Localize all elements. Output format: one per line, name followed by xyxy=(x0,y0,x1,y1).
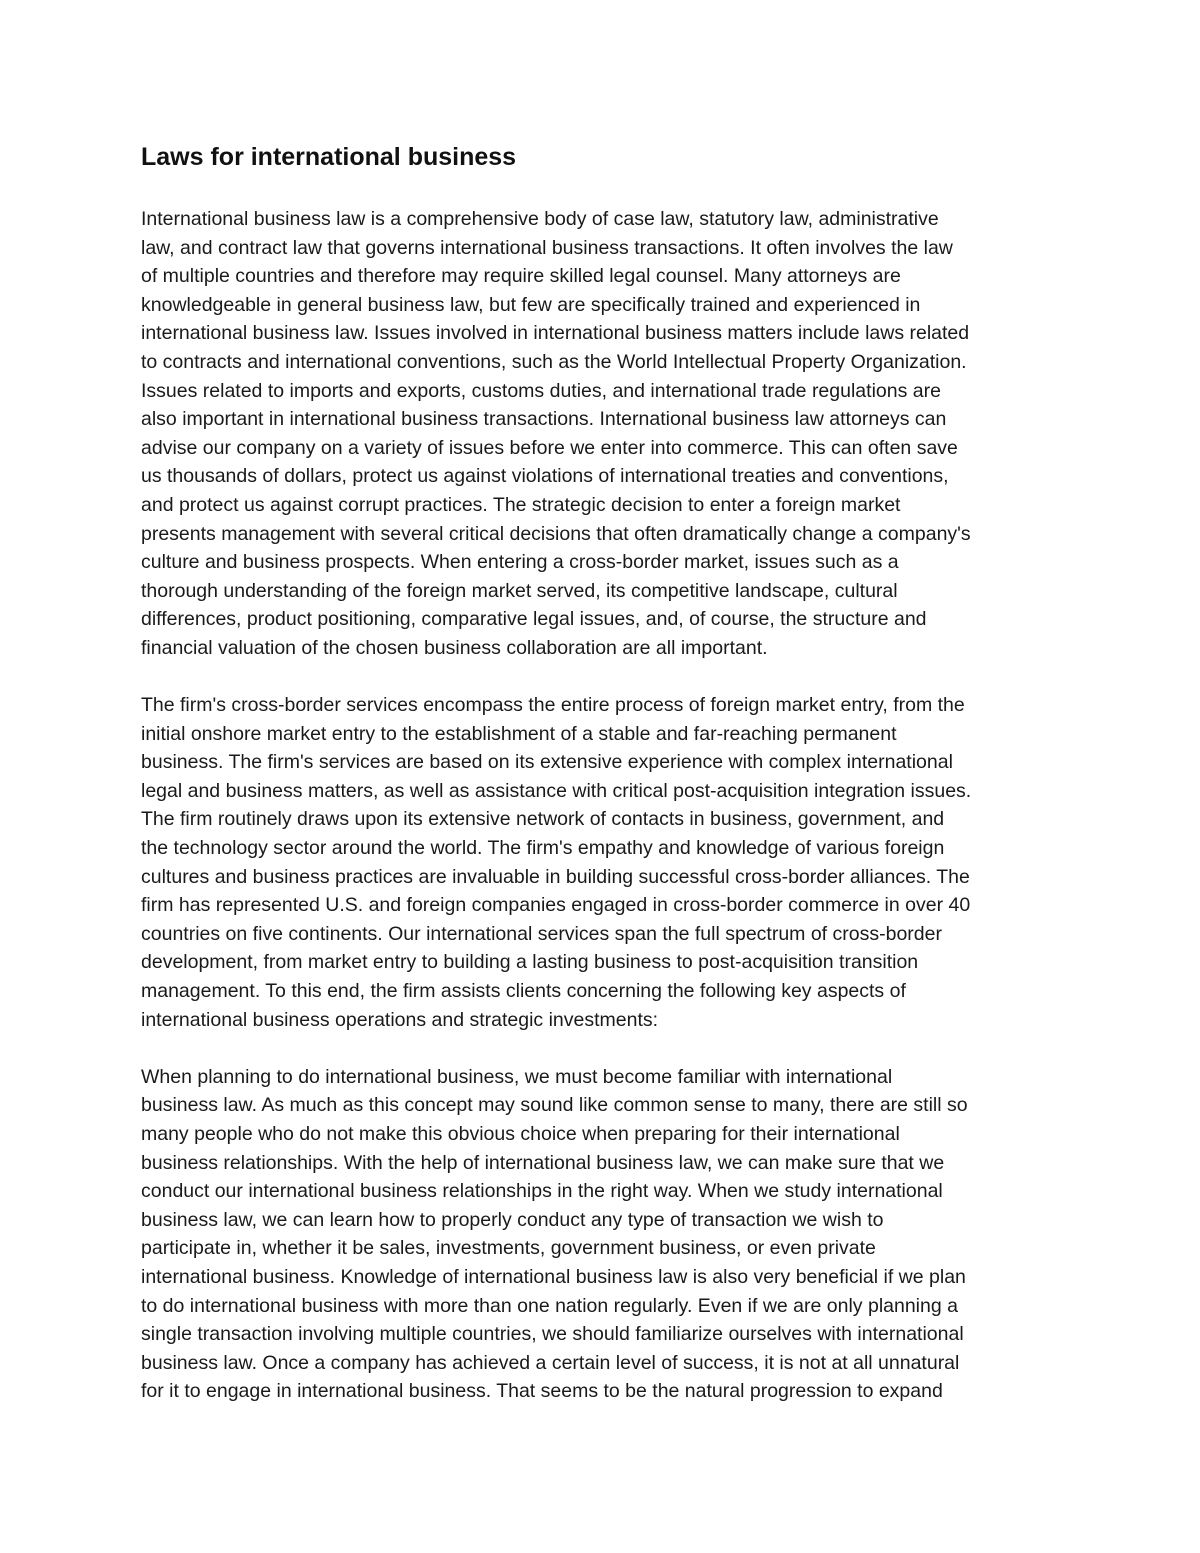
paragraph-line: also important in international business transactions. International business law attorneys can xyxy=(141,408,947,431)
paragraph-line: culture and business prospects. When entering a cross-border market, issues such as a xyxy=(141,551,899,574)
paragraph-line: countries on five continents. Our international services span the full spectrum of cross-border xyxy=(141,922,942,945)
paragraph-line: the technology sector around the world. The firm's empathy and knowledge of various foreign xyxy=(141,837,945,860)
paragraph-line: business law, we can learn how to properly conduct any type of transaction we wish to xyxy=(141,1208,884,1231)
paragraph-line: business law. As much as this concept may sound like common sense to many, there are still so xyxy=(141,1094,968,1117)
paragraph-line: single transaction involving multiple countries, we should familiarize ourselves with international xyxy=(141,1323,964,1346)
paragraph-line: initial onshore market entry to the establishment of a stable and far-reaching permanent xyxy=(141,722,897,745)
paragraph-line: Issues related to imports and exports, customs duties, and international trade regulations are xyxy=(141,379,941,402)
paragraph-line: advise our company on a variety of issues before we enter into commerce. This can often save xyxy=(141,436,958,459)
paragraph-line: international business operations and strategic investments: xyxy=(141,1008,659,1031)
paragraph-line: differences, product positioning, comparative legal issues, and, of course, the structure and xyxy=(141,608,927,631)
paragraph-line: and protect us against corrupt practices. The strategic decision to enter a foreign market xyxy=(141,493,901,516)
paragraph-line: us thousands of dollars, protect us against violations of international treaties and conventions, xyxy=(141,465,949,488)
paragraph-line: participate in, whether it be sales, investments, government business, or even private xyxy=(141,1237,876,1260)
paragraph-3 xyxy=(141,1063,1066,1406)
document-content xyxy=(141,139,1066,1406)
paragraph-line: for it to engage in international business. That seems to be the natural progression to expand xyxy=(141,1380,943,1403)
paragraph-line: management. To this end, the firm assists clients concerning the following key aspects of xyxy=(141,980,906,1003)
paragraph-line: When planning to do international business, we must become familiar with international xyxy=(141,1065,893,1088)
paragraph-line: to contracts and international conventions, such as the World Intellectual Property Organization. xyxy=(141,350,967,373)
paragraph-line: conduct our international business relationships in the right way. When we study international xyxy=(141,1180,943,1203)
paragraph-line: business relationships. With the help of international business law, we can make sure that we xyxy=(141,1151,945,1174)
paragraph-line: thorough understanding of the foreign market served, its competitive landscape, cultural xyxy=(141,579,898,602)
paragraph-line: firm has represented U.S. and foreign companies engaged in cross-border commerce in over 40 xyxy=(141,894,971,917)
paragraph-line: financial valuation of the chosen business collaboration are all important. xyxy=(141,636,768,659)
paragraph-line: legal and business matters, as well as assistance with critical post-acquisition integration issues. xyxy=(141,779,972,802)
paragraph-1 xyxy=(141,205,1066,663)
paragraph-line: international business law. Issues involved in international business matters include laws related xyxy=(141,322,970,345)
paragraph-2 xyxy=(141,691,1066,1034)
paragraph-line: international business. Knowledge of international business law is also very beneficial if we plan xyxy=(141,1265,966,1288)
paragraph-line: presents management with several critical decisions that often dramatically change a company's xyxy=(141,522,971,545)
document-title: Laws for international business xyxy=(141,143,517,171)
paragraph-line: of multiple countries and therefore may require skilled legal counsel. Many attorneys are xyxy=(141,265,901,288)
paragraph-line: International business law is a comprehensive body of case law, statutory law, administrative xyxy=(141,208,939,230)
paragraph-line: business. The firm's services are based on its extensive experience with complex international xyxy=(141,751,953,774)
paragraph-line: development, from market entry to building a lasting business to post-acquisition transition xyxy=(141,951,919,974)
paragraph-line: The firm's cross-border services encompass the entire process of foreign market entry, from the xyxy=(141,694,965,717)
paragraph-line: law, and contract law that governs international business transactions. It often involves the law xyxy=(141,236,953,259)
paragraph-line: business law. Once a company has achieved a certain level of success, it is not at all unnatural xyxy=(141,1351,960,1374)
paragraph-line: to do international business with more than one nation regularly. Even if we are only planning a xyxy=(141,1294,958,1317)
paragraph-line: knowledgeable in general business law, but few are specifically trained and experienced in xyxy=(141,293,921,316)
paragraph-line: many people who do not make this obvious choice when preparing for their international xyxy=(141,1123,900,1145)
paragraph-line: The firm routinely draws upon its extensive network of contacts in business, government, and xyxy=(141,808,945,831)
paragraph-line: cultures and business practices are invaluable in building successful cross-border alliances. The xyxy=(141,865,970,888)
